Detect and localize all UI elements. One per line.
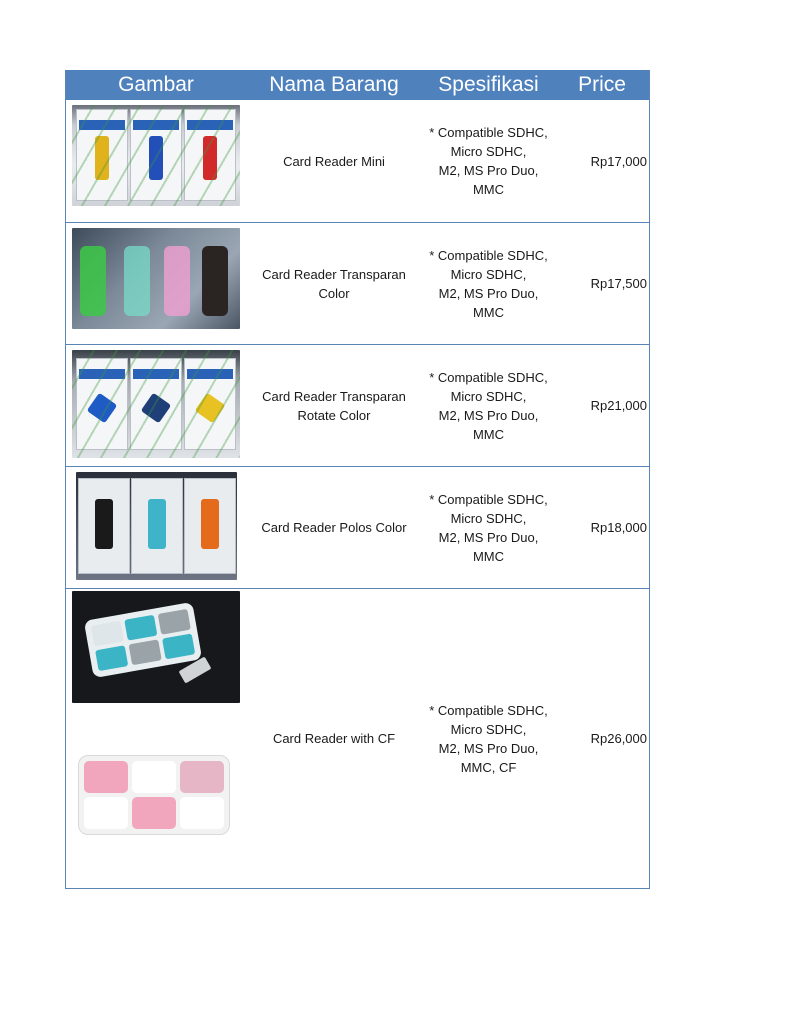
product-name: Card Reader Transparan Rotate Color xyxy=(262,388,406,423)
card-reader-with-cf-photo xyxy=(72,591,240,703)
card-reader-rotate-color-photo xyxy=(72,350,240,458)
header-gambar: Gambar xyxy=(118,73,194,96)
product-price: Rp17,000 xyxy=(590,153,647,169)
product-spec: * Compatible SDHC, Micro SDHC, M2, MS Pro Duo, MMC xyxy=(429,369,548,442)
product-price: Rp17,500 xyxy=(590,276,647,291)
product-name: Card Reader Transparan Color xyxy=(262,266,406,301)
table-row xyxy=(66,222,649,344)
table-row xyxy=(66,466,649,588)
table-row xyxy=(66,344,649,466)
card-reader-transparan-color-photo xyxy=(72,228,240,329)
table-row xyxy=(66,100,649,222)
product-spec: * Compatible SDHC, Micro SDHC, M2, MS Pro Duo, MMC, CF xyxy=(429,702,548,775)
header-spesifikasi: Spesifikasi xyxy=(438,73,539,96)
product-price: Rp21,000 xyxy=(590,398,647,413)
product-spec: * Compatible SDHC, Micro SDHC, M2, MS Pro Duo, MMC xyxy=(429,247,548,320)
product-spec: * Compatible SDHC, Micro SDHC, M2, MS Pro Duo, MMC xyxy=(429,125,548,197)
product-price: Rp18,000 xyxy=(590,520,647,535)
product-name: Card Reader with CF xyxy=(272,731,396,746)
product-table xyxy=(65,70,650,889)
card-reader-polos-color-photo xyxy=(76,472,237,580)
product-name: Card Reader Mini xyxy=(283,153,385,169)
card-reader-mini-photo xyxy=(72,105,240,206)
table-header xyxy=(66,70,649,100)
pink-card-reader-photo xyxy=(72,743,240,853)
table-row xyxy=(66,588,649,888)
product-name: Card Reader Polos Color xyxy=(261,520,407,535)
product-price: Rp26,000 xyxy=(590,731,647,746)
header-nama-barang: Nama Barang xyxy=(269,73,399,96)
header-price: Price xyxy=(578,73,626,96)
product-spec: * Compatible SDHC, Micro SDHC, M2, MS Pro Duo, MMC xyxy=(429,491,548,564)
